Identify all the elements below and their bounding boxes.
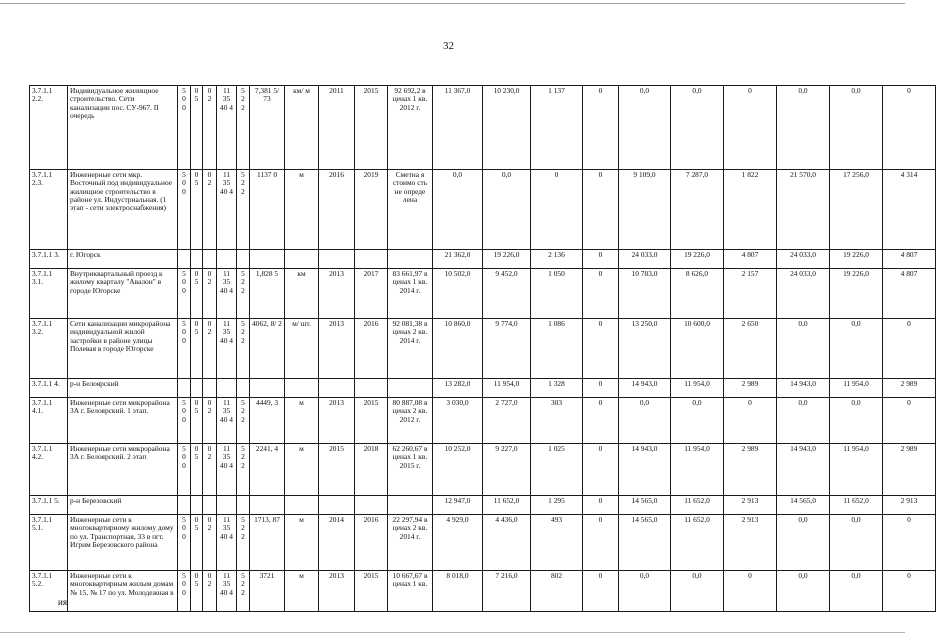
digit-cell: 5 2 2 [237, 86, 250, 170]
digit-cell: 11 35 40 4 [217, 86, 237, 170]
digit-cell: 5 0 0 [178, 170, 191, 250]
end-year-cell: 2016 [355, 319, 388, 379]
amount-cell: 2 989 [883, 379, 936, 398]
unit-cell: м/ шт. [285, 319, 319, 379]
row-name: Внутриквартальный проезд к жилому кварталу "Авалон" в городе Югорске [68, 269, 178, 319]
amount-cell: 9 774,0 [483, 319, 531, 379]
row-name: г. Югорск [68, 250, 178, 269]
unit-cell [285, 496, 319, 515]
amount-cell: 0 [583, 496, 619, 515]
digit-cell: 0 2 [203, 319, 217, 379]
capacity-cell: 7,381 5/ 73 [250, 86, 285, 170]
amount-cell: 19 226,0 [830, 269, 883, 319]
amount-cell: 12 947,0 [433, 496, 483, 515]
amount-cell: 11 954,0 [830, 379, 883, 398]
row-code: 3.7.1.1 5.1. [30, 515, 68, 571]
amount-cell: 1 086 [531, 319, 583, 379]
start-year-cell: 2013 [319, 319, 355, 379]
amount-cell: 24 033,0 [777, 250, 830, 269]
digit-cell: 11 35 40 4 [217, 515, 237, 571]
amount-cell: 1 137 [531, 86, 583, 170]
amount-cell: 0,0 [671, 86, 724, 170]
digit-cell: 0 2 [203, 269, 217, 319]
digit-cell: 0 5 [191, 571, 203, 612]
estimated-cost-cell: 92 081,38 в ценах 2 кв. 2014 г. [388, 319, 433, 379]
digit-cell [237, 379, 250, 398]
row-name: Инженерные сети к многоквартирному жилому дому по ул. Транспортная, 33 в пгт. Игрим Березовского района [68, 515, 178, 571]
digit-cell: 5 2 2 [237, 170, 250, 250]
digit-cell [191, 250, 203, 269]
amount-cell: 4 807 [724, 250, 777, 269]
digit-cell: 5 0 0 [178, 86, 191, 170]
row-code: 3.7.1.1 2.3. [30, 170, 68, 250]
row-name: Инженерные сети микрорайона 3А г. Белоярский. 1 этап. [68, 398, 178, 444]
amount-cell: 0 [883, 319, 936, 379]
unit-cell: м [285, 170, 319, 250]
capacity-cell: 1,828 5 [250, 269, 285, 319]
digit-cell: 0 2 [203, 398, 217, 444]
digit-cell: 5 2 2 [237, 319, 250, 379]
start-year-cell: 2014 [319, 515, 355, 571]
top-scan-line [0, 3, 905, 4]
amount-cell: 13 282,0 [433, 379, 483, 398]
amount-cell: 2 136 [531, 250, 583, 269]
amount-cell: 0 [583, 269, 619, 319]
table-row [30, 319, 936, 379]
amount-cell: 21 362,0 [433, 250, 483, 269]
amount-cell: 11 652,0 [671, 496, 724, 515]
amount-cell: 2 913 [724, 515, 777, 571]
amount-cell: 24 033,0 [619, 250, 671, 269]
digit-cell [237, 496, 250, 515]
amount-cell: 0,0 [619, 571, 671, 612]
amount-cell: 0 [583, 86, 619, 170]
row-name: Сети канализации микрорайона индивидуальной жилой застройки в районе улицы Полевая в городе Югорске [68, 319, 178, 379]
digit-cell: 5 0 0 [178, 269, 191, 319]
digit-cell: 11 35 40 4 [217, 269, 237, 319]
digit-cell [191, 496, 203, 515]
start-year-cell: 2013 [319, 398, 355, 444]
amount-cell: 11 367,0 [433, 86, 483, 170]
amount-cell: 0,0 [483, 170, 531, 250]
amount-cell: 0 [583, 250, 619, 269]
estimated-cost-cell [388, 496, 433, 515]
digit-cell: 0 5 [191, 319, 203, 379]
start-year-cell [319, 496, 355, 515]
row-code: 3.7.1.1 5.2. [30, 571, 68, 612]
unit-cell [285, 250, 319, 269]
amount-cell: 2 913 [883, 496, 936, 515]
digit-cell: 0 5 [191, 398, 203, 444]
digit-cell: 5 2 2 [237, 398, 250, 444]
row-name: р-н Белоярский [68, 379, 178, 398]
amount-cell: 0 [724, 571, 777, 612]
amount-cell: 4 807 [883, 250, 936, 269]
estimated-cost-cell: 10 667,67 в ценах 1 кв. [388, 571, 433, 612]
amount-cell: 0,0 [830, 86, 883, 170]
amount-cell: 1 328 [531, 379, 583, 398]
amount-cell: 0 [883, 86, 936, 170]
amount-cell: 14 565,0 [777, 496, 830, 515]
digit-cell [217, 379, 237, 398]
amount-cell: 10 600,0 [671, 319, 724, 379]
digit-cell [217, 250, 237, 269]
table-row [30, 170, 936, 250]
amount-cell: 0,0 [671, 398, 724, 444]
amount-cell: 10 860,0 [433, 319, 483, 379]
row-name: Индивидуальное жилищное строительство. Сети канализации пос. СУ-967. II очередь [68, 86, 178, 170]
end-year-cell: 2018 [355, 444, 388, 496]
row-name: Инженерные сети к многоквартирным жилым домам № 15, № 17 по ул. Молодежная в [68, 571, 178, 612]
amount-cell: 0 [583, 319, 619, 379]
amount-cell: 0,0 [433, 170, 483, 250]
amount-cell: 10 252,0 [433, 444, 483, 496]
amount-cell: 11 652,0 [830, 496, 883, 515]
amount-cell: 10 783,0 [619, 269, 671, 319]
start-year-cell [319, 379, 355, 398]
digit-cell [217, 496, 237, 515]
amount-cell: 0 [583, 170, 619, 250]
digit-cell: 0 2 [203, 515, 217, 571]
digit-cell [237, 250, 250, 269]
amount-cell: 13 250,0 [619, 319, 671, 379]
amount-cell: 14 943,0 [777, 379, 830, 398]
table-row [30, 250, 936, 269]
amount-cell: 17 256,0 [830, 170, 883, 250]
capacity-cell [250, 379, 285, 398]
row-code: 3.7.1.1 4. [30, 379, 68, 398]
amount-cell: 0 [724, 398, 777, 444]
amount-cell: 14 565,0 [619, 515, 671, 571]
amount-cell: 0 [583, 571, 619, 612]
digit-cell: 5 2 2 [237, 269, 250, 319]
table-row [30, 398, 936, 444]
unit-cell: м [285, 444, 319, 496]
start-year-cell: 2013 [319, 571, 355, 612]
amount-cell: 4 436,0 [483, 515, 531, 571]
unit-cell [285, 379, 319, 398]
digit-cell: 11 35 40 4 [217, 170, 237, 250]
amount-cell: 0,0 [777, 319, 830, 379]
amount-cell: 0,0 [777, 515, 830, 571]
amount-cell: 2 913 [724, 496, 777, 515]
amount-cell: 3 030,0 [433, 398, 483, 444]
digit-cell: 0 2 [203, 170, 217, 250]
table-row [30, 515, 936, 571]
digit-cell: 5 2 2 [237, 571, 250, 612]
digit-cell: 0 2 [203, 571, 217, 612]
amount-cell: 7 287,0 [671, 170, 724, 250]
digit-cell [178, 379, 191, 398]
unit-cell: км/ м [285, 86, 319, 170]
amount-cell: 11 954,0 [671, 379, 724, 398]
end-year-cell [355, 379, 388, 398]
digit-cell: 0 5 [191, 86, 203, 170]
table-row [30, 269, 936, 319]
amount-cell: 8 018,0 [433, 571, 483, 612]
capacity-cell: 4062, 8/ 2 [250, 319, 285, 379]
digit-cell: 5 0 0 [178, 319, 191, 379]
estimated-cost-cell: 83 661,97 в ценах 1 кв. 2014 г. [388, 269, 433, 319]
row-code: 3.7.1.1 5. [30, 496, 68, 515]
digit-cell [178, 496, 191, 515]
amount-cell: 10 502,0 [433, 269, 483, 319]
amount-cell: 9 227,0 [483, 444, 531, 496]
row-name: Инженерные сети мкр. Восточный под индивидуальное жилищное строительство в районе ул. Индустриальная. (1 этап - сети электроснабжения) [68, 170, 178, 250]
investment-table [29, 85, 936, 612]
capacity-cell: 4449, 3 [250, 398, 285, 444]
estimated-cost-cell: Сметна я стоимо сть не опреде лена [388, 170, 433, 250]
digit-cell [178, 250, 191, 269]
end-year-cell: 2015 [355, 398, 388, 444]
page-number: 32 [443, 40, 454, 52]
estimated-cost-cell [388, 379, 433, 398]
digit-cell [203, 379, 217, 398]
amount-cell: 493 [531, 515, 583, 571]
estimated-cost-cell: 92 692,2 в ценах 1 кв. 2012 г. [388, 86, 433, 170]
amount-cell: 19 226,0 [671, 250, 724, 269]
table-row [30, 444, 936, 496]
amount-cell: 1 295 [531, 496, 583, 515]
digit-cell: 5 0 0 [178, 515, 191, 571]
amount-cell: 11 652,0 [671, 515, 724, 571]
amount-cell: 4 314 [883, 170, 936, 250]
table-row [30, 571, 936, 612]
amount-cell: 0 [583, 444, 619, 496]
capacity-cell: 1713, 87 [250, 515, 285, 571]
amount-cell: 2 989 [883, 444, 936, 496]
end-year-cell: 2019 [355, 170, 388, 250]
digit-cell: 11 35 40 4 [217, 319, 237, 379]
amount-cell: 0,0 [830, 319, 883, 379]
amount-cell: 9 452,0 [483, 269, 531, 319]
amount-cell: 0 [883, 515, 936, 571]
digit-cell: 0 5 [191, 444, 203, 496]
amount-cell: 1 025 [531, 444, 583, 496]
capacity-cell [250, 250, 285, 269]
amount-cell: 11 652,0 [483, 496, 531, 515]
amount-cell: 0,0 [777, 571, 830, 612]
amount-cell: 11 954,0 [671, 444, 724, 496]
amount-cell: 303 [531, 398, 583, 444]
estimated-cost-cell: 62 260,67 в ценах 1 кв. 2015 г. [388, 444, 433, 496]
amount-cell: 14 565,0 [619, 496, 671, 515]
amount-cell: 2 157 [724, 269, 777, 319]
digit-cell: 5 0 0 [178, 444, 191, 496]
digit-cell: 0 5 [191, 170, 203, 250]
amount-cell: 0,0 [830, 515, 883, 571]
start-year-cell: 2015 [319, 444, 355, 496]
amount-cell: 0 [724, 86, 777, 170]
end-year-cell: 2017 [355, 269, 388, 319]
digit-cell [191, 379, 203, 398]
amount-cell: 0,0 [671, 571, 724, 612]
amount-cell: 11 954,0 [830, 444, 883, 496]
amount-cell: 0,0 [777, 86, 830, 170]
digit-cell: 0 5 [191, 515, 203, 571]
table-row [30, 496, 936, 515]
amount-cell: 19 226,0 [483, 250, 531, 269]
amount-cell: 2 727,0 [483, 398, 531, 444]
amount-cell: 21 570,0 [777, 170, 830, 250]
unit-cell: м [285, 571, 319, 612]
start-year-cell: 2013 [319, 269, 355, 319]
row-name: р-н Березовский [68, 496, 178, 515]
amount-cell: 14 943,0 [619, 379, 671, 398]
digit-cell: 5 0 0 [178, 571, 191, 612]
amount-cell: 2 650 [724, 319, 777, 379]
digit-cell: 0 5 [191, 269, 203, 319]
end-year-cell [355, 496, 388, 515]
amount-cell: 11 954,0 [483, 379, 531, 398]
row-code: 3.7.1.1 4.1. [30, 398, 68, 444]
amount-cell: 19 226,0 [830, 250, 883, 269]
digit-cell: 5 0 0 [178, 398, 191, 444]
amount-cell: 10 230,0 [483, 86, 531, 170]
amount-cell: 1 050 [531, 269, 583, 319]
amount-cell: 8 626,0 [671, 269, 724, 319]
start-year-cell: 2016 [319, 170, 355, 250]
end-year-cell: 2015 [355, 571, 388, 612]
footnote-mark: ия [58, 597, 67, 607]
amount-cell: 2 989 [724, 444, 777, 496]
amount-cell: 0 [531, 170, 583, 250]
amount-cell: 9 109,0 [619, 170, 671, 250]
amount-cell: 0,0 [830, 398, 883, 444]
amount-cell: 1 822 [724, 170, 777, 250]
unit-cell: м [285, 515, 319, 571]
end-year-cell [355, 250, 388, 269]
digit-cell: 11 35 40 4 [217, 398, 237, 444]
amount-cell: 0,0 [619, 398, 671, 444]
digit-cell: 5 2 2 [237, 444, 250, 496]
estimated-cost-cell: 80 887,08 в ценах 2 кв. 2012 г. [388, 398, 433, 444]
bottom-scan-line [0, 632, 905, 633]
amount-cell: 0,0 [619, 86, 671, 170]
amount-cell: 2 989 [724, 379, 777, 398]
row-code: 3.7.1.1 3. [30, 250, 68, 269]
amount-cell: 0 [883, 398, 936, 444]
amount-cell: 0 [883, 571, 936, 612]
table-row [30, 379, 936, 398]
row-code: 3.7.1.1 2.2. [30, 86, 68, 170]
amount-cell: 0 [583, 379, 619, 398]
amount-cell: 0,0 [830, 571, 883, 612]
capacity-cell [250, 496, 285, 515]
unit-cell: м [285, 398, 319, 444]
digit-cell: 11 35 40 4 [217, 444, 237, 496]
amount-cell: 7 216,0 [483, 571, 531, 612]
digit-cell: 0 2 [203, 86, 217, 170]
digit-cell: 11 35 40 4 [217, 571, 237, 612]
capacity-cell: 2241, 4 [250, 444, 285, 496]
end-year-cell: 2016 [355, 515, 388, 571]
start-year-cell [319, 250, 355, 269]
estimated-cost-cell: 22 297,94 в ценах 2 кв. 2014 г. [388, 515, 433, 571]
row-code: 3.7.1.1 3.1. [30, 269, 68, 319]
row-name: Инженерные сети микрорайона 3А г. Белоярский. 2 этап [68, 444, 178, 496]
unit-cell: км [285, 269, 319, 319]
amount-cell: 4 929,0 [433, 515, 483, 571]
row-code: 3.7.1.1 3.2. [30, 319, 68, 379]
amount-cell: 4 807 [883, 269, 936, 319]
capacity-cell: 1137 0 [250, 170, 285, 250]
table-row [30, 86, 936, 170]
estimated-cost-cell [388, 250, 433, 269]
digit-cell [203, 250, 217, 269]
end-year-cell: 2015 [355, 86, 388, 170]
digit-cell: 5 2 2 [237, 515, 250, 571]
amount-cell: 0 [583, 515, 619, 571]
amount-cell: 802 [531, 571, 583, 612]
amount-cell: 14 943,0 [619, 444, 671, 496]
row-code: 3.7.1.1 4.2. [30, 444, 68, 496]
amount-cell: 24 033,0 [777, 269, 830, 319]
digit-cell: 0 2 [203, 444, 217, 496]
amount-cell: 14 943,0 [777, 444, 830, 496]
digit-cell [203, 496, 217, 515]
amount-cell: 0,0 [777, 398, 830, 444]
start-year-cell: 2011 [319, 86, 355, 170]
capacity-cell: 3721 [250, 571, 285, 612]
amount-cell: 0 [583, 398, 619, 444]
